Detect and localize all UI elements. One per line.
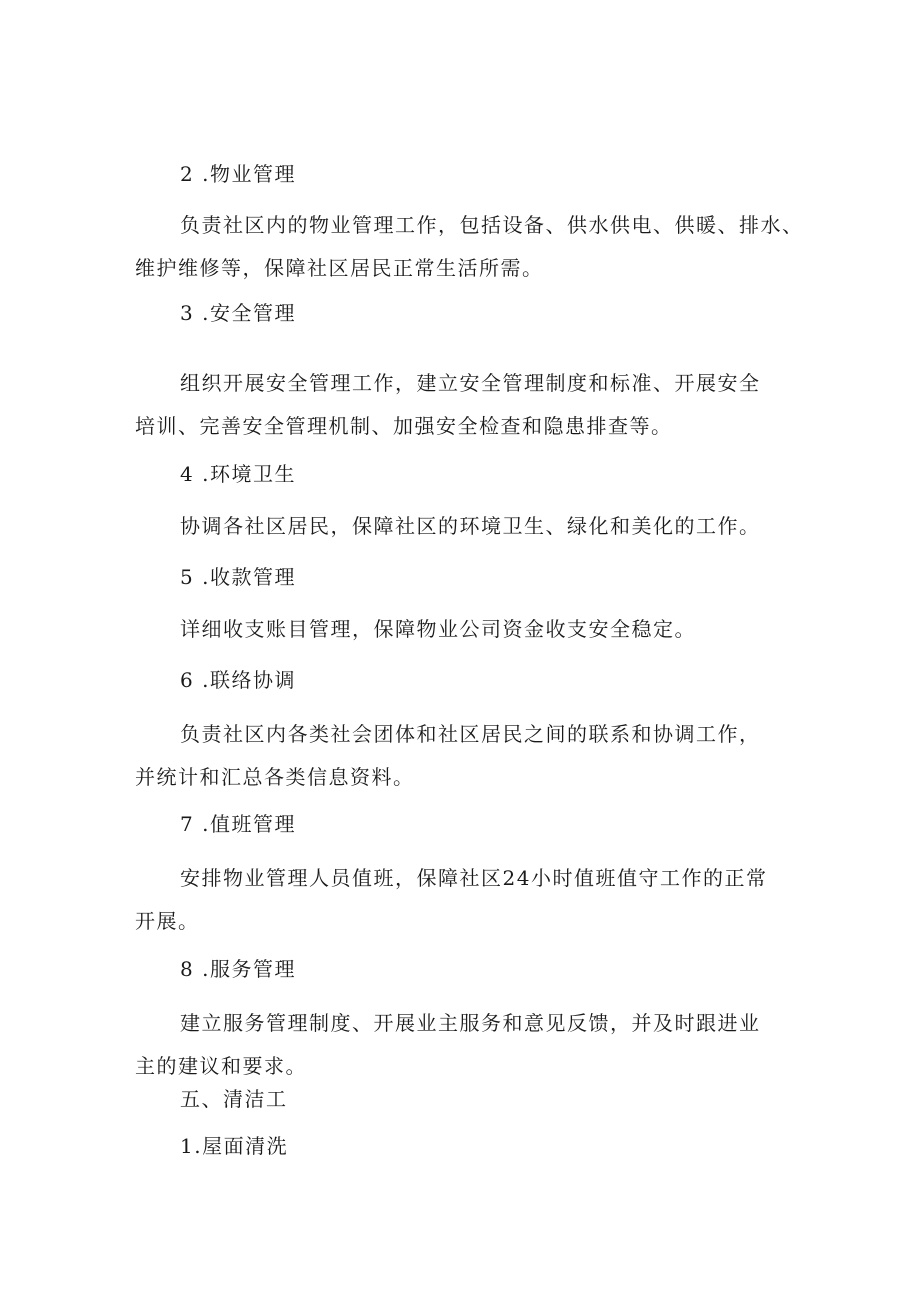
paragraph-safety-management xyxy=(135,362,761,448)
paragraph-line: 维护维修等，保障社区居民正常生活所需。 xyxy=(135,256,544,280)
paragraph-line: 负责社区内各类社会团体和社区居民之间的联系和协调工作， xyxy=(180,722,761,746)
paragraph-line: 协调各社区居民，保障社区的环境卫生、绿化和美化的工作。 xyxy=(180,514,761,538)
paragraph-environmental-sanitation xyxy=(135,505,761,548)
paragraph-property-management xyxy=(135,204,804,290)
paragraph-line: 负责社区内的物业管理工作，包括设备、供水供电、供暖、排水、 xyxy=(180,213,804,237)
heading-service-management: 8 .服务管理 xyxy=(180,957,296,981)
paragraph-line: 并统计和汇总各类信息资料。 xyxy=(135,765,415,789)
paragraph-line: 主的建议和要求。 xyxy=(135,1054,307,1078)
paragraph-line: 安排物业管理人员值班，保障社区24小时值班值守工作的正常 xyxy=(180,866,768,890)
paragraph-service-management xyxy=(135,1002,761,1088)
paragraph-line: 建立服务管理制度、开展业主服务和意见反馈，并及时跟进业 xyxy=(180,1011,761,1035)
paragraph-line: 培训、完善安全管理机制、加强安全检查和隐患排查等。 xyxy=(135,414,673,438)
paragraph-line: 详细收支账目管理，保障物业公司资金收支安全稳定。 xyxy=(180,617,696,641)
paragraph-payment-management xyxy=(135,608,696,651)
heading-duty-management: 7 .值班管理 xyxy=(180,812,296,836)
heading-payment-management: 5 .收款管理 xyxy=(180,565,296,589)
sub-heading-roof-cleaning: 1.屋面清洗 xyxy=(180,1134,289,1158)
paragraph-duty-management xyxy=(135,857,767,943)
heading-liaison-coordination: 6 .联络协调 xyxy=(180,668,296,692)
heading-property-management: 2 .物业管理 xyxy=(180,162,296,186)
heading-environmental-sanitation: 4 .环境卫生 xyxy=(180,462,296,486)
paragraph-line: 开展。 xyxy=(135,909,200,933)
paragraph-line: 组织开展安全管理工作，建立安全管理制度和标准、开展安全 xyxy=(180,371,761,395)
paragraph-liaison-coordination xyxy=(135,713,761,799)
heading-safety-management: 3 .安全管理 xyxy=(180,301,296,325)
section-heading-cleaners: 五、清洁工 xyxy=(180,1087,288,1111)
